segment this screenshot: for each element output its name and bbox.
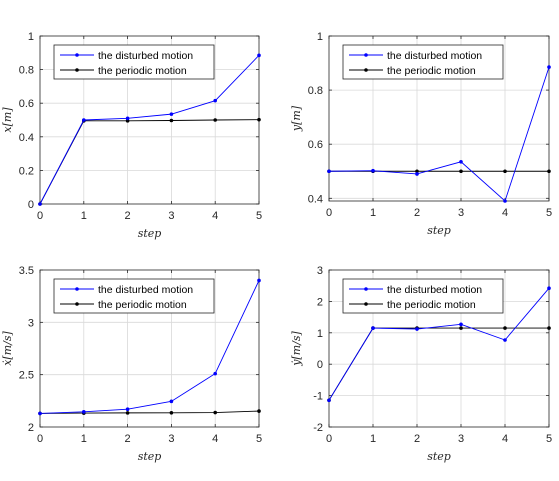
data-point-periodic	[547, 169, 551, 173]
data-point-disturbed	[503, 338, 507, 342]
x-tick-label: 4	[212, 210, 219, 222]
x-tick-label: 0	[325, 433, 333, 445]
data-point-periodic	[459, 326, 463, 330]
x-tick-label: 5	[255, 210, 263, 222]
x-tick-label: 2	[413, 433, 421, 445]
data-point-disturbed	[327, 399, 331, 403]
y-tick-label: 1	[27, 31, 34, 43]
data-point-disturbed	[415, 327, 419, 331]
data-point-periodic	[213, 411, 217, 415]
x-tick-label: 4	[501, 207, 509, 219]
x-tick-label: 4	[212, 433, 219, 445]
data-point-disturbed	[213, 372, 217, 376]
x-tick-label: 4	[501, 433, 509, 445]
legend	[54, 279, 214, 313]
data-point-disturbed	[170, 400, 174, 404]
data-point-disturbed	[371, 169, 375, 173]
legend-swatch-marker	[75, 53, 79, 57]
data-point-disturbed	[257, 54, 261, 58]
legend-swatch-marker	[364, 68, 368, 72]
data-point-periodic	[257, 409, 261, 413]
x-tick-label: 1	[369, 207, 377, 219]
y-tick-label: 0.6	[18, 98, 34, 111]
data-point-disturbed	[371, 326, 375, 330]
x-tick-label: 5	[545, 433, 553, 445]
data-point-disturbed	[82, 118, 86, 122]
legend-label: the disturbed motion	[98, 50, 194, 62]
y-tick-label: 2	[27, 422, 34, 434]
data-point-periodic	[547, 326, 551, 330]
y-tick-label: 0	[27, 199, 34, 211]
x-axis-label: step	[427, 450, 451, 463]
x-tick-label: 0	[325, 207, 333, 219]
data-point-disturbed	[213, 99, 217, 103]
data-point-periodic	[503, 169, 507, 173]
x-tick-label: 5	[255, 433, 263, 445]
legend-label: the disturbed motion	[387, 284, 483, 296]
data-point-disturbed	[38, 202, 42, 206]
x-axis-label: step	[137, 450, 162, 463]
legend-swatch-marker	[364, 287, 368, 291]
legend-label: the periodic motion	[387, 65, 476, 77]
x-tick-label: 3	[168, 210, 175, 222]
x-tick-label: 3	[457, 433, 465, 445]
x-tick-label: 2	[124, 433, 131, 445]
data-point-disturbed	[82, 410, 86, 414]
legend-swatch-marker	[364, 302, 368, 306]
legend-label: the periodic motion	[387, 299, 476, 311]
data-point-periodic	[126, 411, 130, 415]
y-tick-label: 0.6	[307, 139, 323, 152]
chart-panel-2	[290, 31, 552, 237]
y-tick-label: 0.8	[18, 64, 34, 77]
x-tick-label: 3	[168, 433, 175, 445]
data-point-periodic	[459, 169, 463, 173]
data-point-disturbed	[38, 412, 42, 416]
x-tick-label: 5	[545, 207, 553, 219]
y-axis-label: y[m]	[290, 105, 303, 132]
x-tick-label: 1	[80, 433, 87, 445]
legend-swatch-marker	[75, 287, 79, 291]
y-tick-label: 3	[27, 317, 34, 330]
x-tick-label: 3	[457, 207, 465, 219]
data-point-periodic	[170, 411, 174, 415]
x-axis-label: step	[427, 224, 451, 237]
x-tick-label: 1	[369, 433, 377, 445]
data-point-disturbed	[415, 172, 419, 176]
legend-swatch-marker	[75, 68, 79, 72]
data-point-disturbed	[170, 112, 174, 116]
y-tick-label: 2.5	[18, 369, 34, 382]
y-tick-label: 0	[316, 359, 323, 372]
y-tick-label: 0.4	[307, 193, 323, 206]
y-tick-label: 1	[316, 327, 323, 340]
y-tick-label: 3.5	[18, 265, 34, 277]
x-tick-label: 0	[36, 210, 44, 222]
data-point-disturbed	[459, 323, 463, 327]
y-tick-label: 3	[316, 265, 323, 277]
data-point-disturbed	[327, 169, 331, 173]
y-axis-label: ẋ[m/s]	[1, 331, 14, 366]
legend-label: the periodic motion	[98, 299, 187, 311]
legend-swatch-marker	[364, 53, 368, 57]
x-tick-label: 0	[36, 433, 44, 445]
data-point-disturbed	[459, 160, 463, 164]
y-tick-label: 0.2	[18, 165, 34, 178]
legend-label: the periodic motion	[98, 65, 187, 77]
y-tick-label: 2	[316, 296, 323, 309]
data-point-disturbed	[547, 65, 551, 69]
y-tick-label: 1	[316, 31, 323, 43]
legend	[54, 45, 214, 79]
chart-panel-1	[1, 31, 262, 240]
x-axis-label: step	[137, 227, 162, 240]
legend-label: the disturbed motion	[387, 50, 483, 62]
data-point-disturbed	[126, 117, 130, 121]
data-point-periodic	[257, 118, 261, 122]
data-point-periodic	[170, 119, 174, 123]
x-tick-label: 2	[124, 210, 131, 222]
data-point-disturbed	[257, 279, 261, 283]
chart-panel-3	[1, 265, 262, 463]
legend	[343, 45, 503, 79]
y-tick-label: -1	[313, 390, 323, 403]
data-point-disturbed	[503, 199, 507, 203]
y-tick-label: 0.8	[307, 85, 323, 98]
x-tick-label: 2	[413, 207, 421, 219]
y-tick-label: 0.4	[18, 131, 34, 144]
y-tick-label: -2	[313, 422, 323, 434]
legend-swatch-marker	[75, 302, 79, 306]
data-point-disturbed	[126, 407, 130, 411]
data-point-periodic	[503, 326, 507, 330]
y-axis-label: ẏ[m/s]	[290, 331, 303, 366]
x-tick-label: 1	[80, 210, 87, 222]
data-point-disturbed	[547, 286, 551, 290]
legend	[343, 279, 503, 313]
legend-label: the disturbed motion	[98, 284, 194, 296]
data-point-periodic	[213, 118, 217, 122]
chart-panel-4	[290, 265, 552, 463]
y-axis-label: x[m]	[1, 107, 14, 133]
